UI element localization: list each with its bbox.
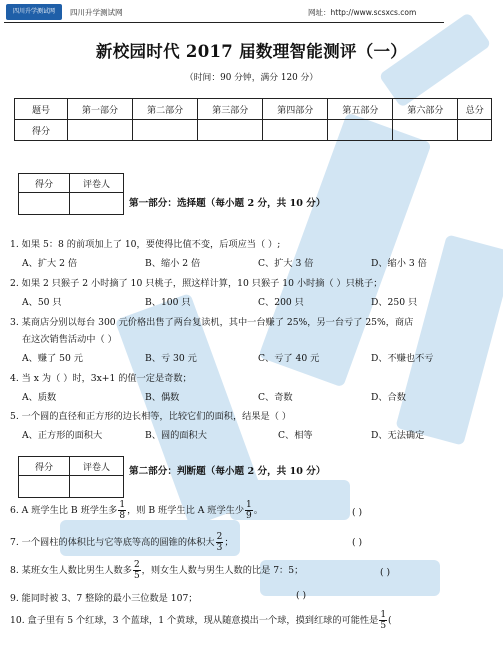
score-col-header: 总分 [458,99,492,120]
grader-score-label: 得分 [19,457,70,476]
q4-option-d[interactable]: D、合数 [371,392,406,403]
score-value-row [15,120,492,141]
q10-answer-blank[interactable]: ( [388,615,392,626]
score-cell[interactable] [393,120,458,141]
grader-name-label: 评卷人 [70,174,124,193]
score-cell[interactable] [133,120,198,141]
q7-fraction [216,532,224,553]
grader-score-label: 得分 [19,174,70,193]
question-6 [10,500,263,521]
q6-text-post: 。 [253,505,263,516]
q3-option-c[interactable]: C、亏了 40 元 [258,353,320,364]
question-3: 3. 某商店分别以每台 300 元价格出售了两台复读机，其中一台赚了 25%，另一台亏了 25%，商店 [10,317,414,328]
q2-option-d[interactable]: D、250 只 [371,297,418,308]
q7-text-pre: 7. 一个圆柱的体积比与它等底等高的圆锥的体积大 [10,537,215,548]
q2-option-c[interactable]: C、200 只 [258,297,304,308]
question-1: 1. 如果 5：8 的前项加上了 10，要使得比值不变，后项应当（ ）; [10,239,281,250]
q6-text-pre: 6. A 班学生比 B 班学生多 [10,505,118,516]
q1-option-c[interactable]: C、扩大 3 倍 [258,258,314,269]
grader-name-cell[interactable] [70,476,124,498]
question-10 [10,610,392,631]
q5-option-c[interactable]: C、相等 [278,430,313,441]
fraction-denominator: 8 [119,511,126,521]
q4-option-a[interactable]: A、质数 [22,392,57,403]
grader-box-2 [18,456,124,498]
score-cell[interactable] [328,120,393,141]
question-5: 5. 一个圆的直径和正方形的边长相等，比较它们的面积，结果是（ ） [10,411,292,422]
score-col-header: 第一部分 [68,99,133,120]
score-cell[interactable] [458,120,492,141]
q10-fraction [379,610,387,631]
q4-option-b[interactable]: B、偶数 [145,392,180,403]
site-name: 四川升学测试网 [70,8,123,17]
q6-fraction-2 [245,500,253,521]
q8-text-pre: 8. 某班女生人数比男生人数多 [10,565,132,576]
score-row-label: 题号 [15,99,68,120]
score-table [14,98,492,141]
q3-option-b[interactable]: B、亏 30 元 [145,353,197,364]
q8-text-post: ，则女生人数与男生人数的比是 7：5； [141,565,304,576]
q1-option-a[interactable]: A、扩大 2 倍 [22,258,78,269]
q5-option-d[interactable]: D、无法确定 [371,430,425,441]
q1-option-d[interactable]: D、缩小 3 倍 [371,258,427,269]
q1-option-b[interactable]: B、缩小 2 倍 [145,258,201,269]
q3-option-a[interactable]: A、赚了 50 元 [22,353,83,364]
q3-option-d[interactable]: D、不赚也不亏 [371,353,434,364]
url-label: 网址： [308,8,331,17]
fraction-numerator: 1 [380,610,387,620]
grader-box-1 [18,173,124,215]
question-4: 4. 当 x 为（ ）时，3x+1 的值一定是奇数； [10,373,192,384]
grader-name-cell[interactable] [70,193,124,215]
q5-option-a[interactable]: A、正方形的面积大 [22,430,103,441]
q6-text-mid: ，则 B 班学生比 A 班学生少 [127,505,245,516]
q6-fraction-1 [118,500,126,521]
q8-fraction [133,560,141,581]
q7-answer-blank[interactable]: ( ) [352,537,363,548]
q2-option-b[interactable]: B、100 只 [145,297,191,308]
fraction-numerator: 2 [216,532,223,542]
question-2: 2. 如果 2 只猴子 2 小时摘了 10 只桃子，照这样计算，10 只猴子 10 小时摘（ ）只桃子； [10,278,383,289]
fraction-denominator: 3 [216,543,223,553]
q8-answer-blank[interactable]: ( ) [380,567,391,578]
grader-name-label: 评卷人 [70,457,124,476]
section2-heading: 第二部分：判断题（每小题 2 分，共 10 分） [129,466,326,477]
q4-option-c[interactable]: C、奇数 [258,392,293,403]
q9-answer-blank[interactable]: ( ) [296,590,307,601]
site-logo: 四川升学测试网 [6,4,62,20]
q7-text-post: ； [224,537,234,548]
q10-text-pre: 10. 盒子里有 5 个红球，3 个蓝球，1 个黄球，现从随意摸出一个球，摸到红球的可能性是 [10,615,379,626]
score-col-header: 第二部分 [133,99,198,120]
fraction-numerator: 1 [119,500,126,510]
score-col-header: 第六部分 [393,99,458,120]
fraction-numerator: 2 [133,560,140,570]
question-9: 9. 能同时被 3、7 整除的最小三位数是 107； [10,593,198,604]
page-subtitle: （时间：90 分钟，满分 120 分） [184,73,319,83]
fraction-denominator: 9 [246,511,252,521]
question-3-cont: 在这次销售活动中（ ） [22,334,117,345]
grader-score-cell[interactable] [19,193,70,215]
score-cell[interactable] [198,120,263,141]
q6-answer-blank[interactable]: ( ) [352,507,363,518]
question-7 [10,532,234,553]
score-cell[interactable] [68,120,133,141]
fraction-denominator: 5 [380,621,387,631]
score-col-header: 第四部分 [263,99,328,120]
fraction-numerator: 1 [246,500,252,510]
q2-option-a[interactable]: A、50 只 [22,297,62,308]
url-link[interactable]: http://www.scsxcs.com [330,8,417,17]
score-cell[interactable] [263,120,328,141]
score-col-header: 第五部分 [328,99,393,120]
fraction-denominator: 5 [133,571,140,581]
grader-score-cell[interactable] [19,476,70,498]
q5-option-b[interactable]: B、圆的面积大 [145,430,207,441]
site-url[interactable] [308,7,416,18]
section1-heading: 第一部分：选择题（每小题 2 分，共 10 分） [129,198,326,209]
score-header-row [15,99,492,120]
header-divider [4,22,444,23]
score-col-header: 第三部分 [198,99,263,120]
page-title: 新校园时代 2017 届数理智能测评（一） [95,42,408,61]
score-row-label: 得分 [15,120,68,141]
question-8 [10,560,303,581]
